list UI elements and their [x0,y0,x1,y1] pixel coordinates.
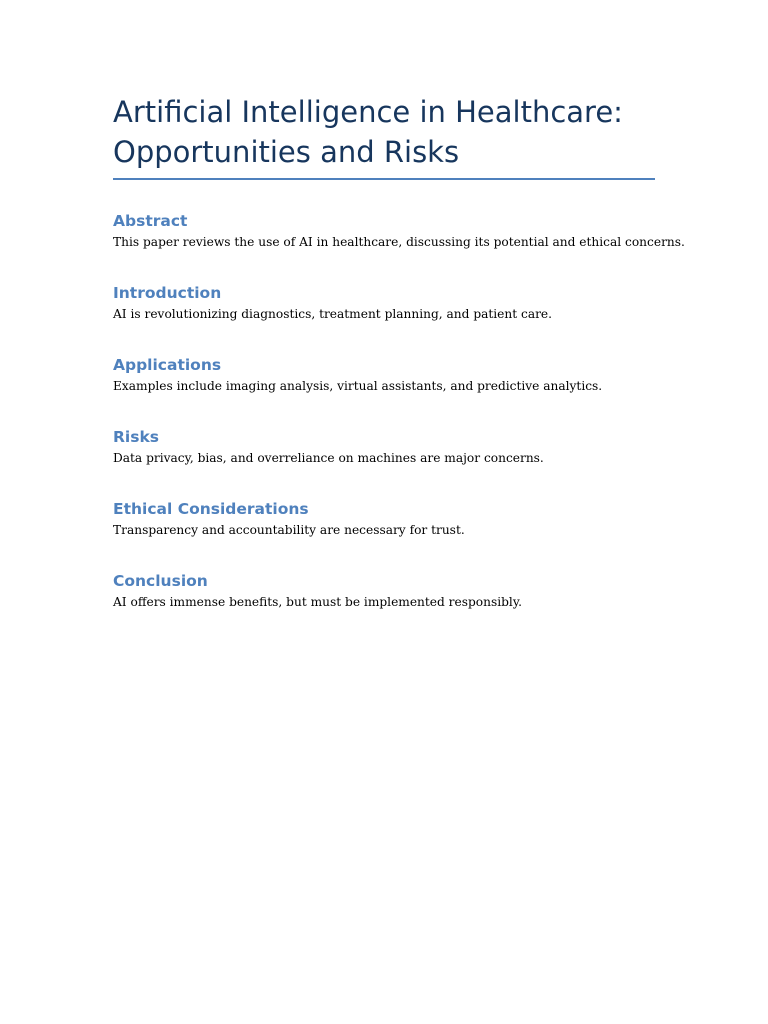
document-title [113,92,655,180]
section-body: AI offers immense benefits, but must be implemented responsibly. [113,595,522,609]
section-conclusion [113,570,655,611]
section-introduction [113,282,655,323]
section-applications [113,354,655,395]
document-page [113,92,685,611]
section-body: Data privacy, bias, and overreliance on machines are major concerns. [113,451,544,465]
section-body: This paper reviews the use of AI in healthcare, discussing its potential and ethical concerns. [113,235,685,249]
section-body: Examples include imaging analysis, virtual assistants, and predictive analytics. [113,379,603,393]
section-heading: Risks [113,428,160,446]
section-abstract [113,210,685,251]
title-line-2: Opportunities and Risks [113,135,460,169]
section-body: AI is revolutionizing diagnostics, treatment planning, and patient care. [113,307,553,321]
title-line-1: Artificial Intelligence in Healthcare: [113,95,623,129]
section-risks [113,426,655,467]
section-heading: Introduction [113,284,222,302]
section-heading: Abstract [113,212,188,230]
section-heading: Conclusion [113,572,208,590]
section-body: Transparency and accountability are necessary for trust. [113,523,465,537]
section-heading: Ethical Considerations [113,500,309,518]
section-ethical-considerations [113,498,655,539]
section-heading: Applications [113,356,222,374]
